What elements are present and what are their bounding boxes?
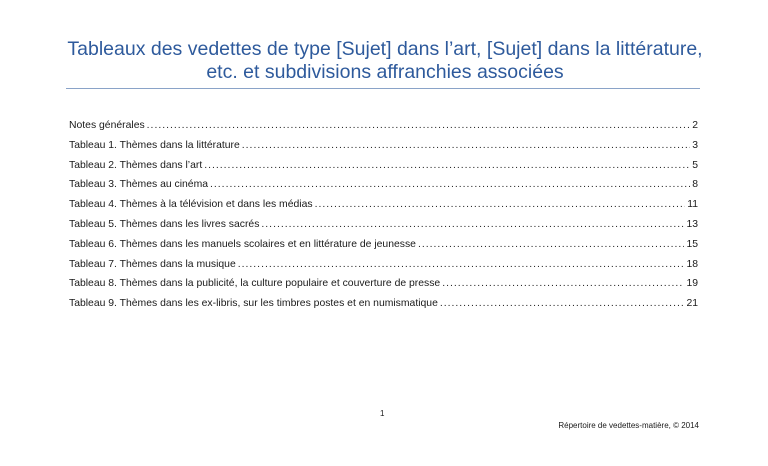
- toc-entry-label: Tableau 9. Thèmes dans les ex-libris, sur les timbres postes et en numismatique: [69, 298, 438, 310]
- title-line-2: etc. et subdivisions affranchies associées: [206, 61, 564, 83]
- toc-entry-page: 13: [686, 218, 698, 230]
- toc-entry-label: Tableau 5. Thèmes dans les livres sacrés: [69, 218, 260, 230]
- toc-entry[interactable]: [69, 298, 698, 318]
- toc-entry-label: Tableau 2. Thèmes dans l’art: [69, 159, 203, 171]
- toc-leader: [442, 278, 684, 289]
- toc-entry-label: Tableau 3. Thèmes au cinéma: [69, 179, 209, 191]
- toc-entry-page: 5: [692, 159, 698, 171]
- toc-leader: [210, 179, 690, 190]
- page-number: 1: [380, 409, 385, 418]
- toc-entry-page: 21: [686, 298, 698, 310]
- toc-entry[interactable]: [69, 120, 698, 140]
- toc-leader: [261, 219, 684, 230]
- title-line-1: Tableaux des vedettes de type [Sujet] dans l’art, [Sujet] dans la littérature,: [67, 38, 703, 60]
- toc-entry-label: Notes générales: [69, 120, 145, 131]
- toc-entry-page: 11: [687, 199, 698, 211]
- toc-entry[interactable]: [69, 160, 698, 180]
- toc-leader: [147, 120, 691, 131]
- toc-entry-page: 15: [686, 238, 698, 250]
- toc-entry[interactable]: [69, 259, 698, 279]
- toc-entry[interactable]: [69, 278, 698, 298]
- toc-entry[interactable]: [69, 239, 698, 259]
- toc-entry-page: 3: [692, 139, 698, 151]
- toc-entry-page: 8: [692, 179, 698, 191]
- footer-copyright: Répertoire de vedettes-matière, © 2014: [558, 421, 699, 430]
- toc-entry-label: Tableau 6. Thèmes dans les manuels scolaires et en littérature de jeunesse: [69, 238, 416, 250]
- toc-entry[interactable]: [69, 219, 698, 239]
- toc-entry-page: 2: [692, 120, 698, 131]
- toc-entry[interactable]: [69, 140, 698, 160]
- toc-leader: [418, 239, 684, 250]
- toc-entry-page: 18: [686, 258, 698, 270]
- toc-entry-label: Tableau 4. Thèmes à la télévision et dans les médias: [69, 199, 313, 211]
- toc-leader: [242, 140, 690, 151]
- toc-leader: [204, 160, 690, 171]
- toc-leader: [315, 199, 686, 210]
- toc-entry[interactable]: [69, 179, 698, 199]
- toc-leader: [440, 298, 685, 309]
- document-title: [60, 38, 710, 84]
- toc-entry-label: Tableau 8. Thèmes dans la publicité, la culture populaire et couverture de presse: [69, 278, 441, 290]
- toc-entry-label: Tableau 7. Thèmes dans la musique: [69, 258, 236, 270]
- toc-entry[interactable]: [69, 199, 698, 219]
- toc-entry-page: 19: [686, 278, 698, 290]
- title-divider: [66, 88, 700, 89]
- toc-entry-label: Tableau 1. Thèmes dans la littérature: [69, 139, 240, 151]
- toc-leader: [238, 259, 685, 270]
- table-of-contents: [69, 120, 698, 318]
